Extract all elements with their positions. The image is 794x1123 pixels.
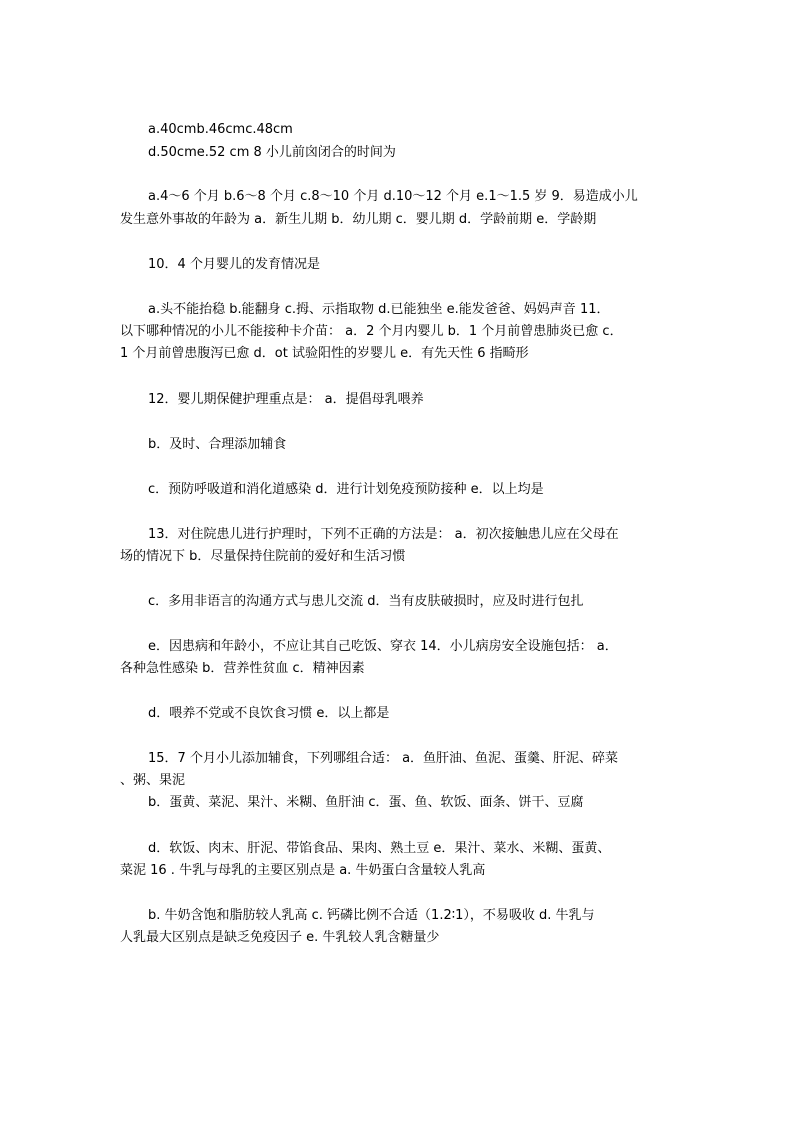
text-line: b. 牛奶含饱和脂肪较人乳高 c. 钙磷比例不合适（1.2∶1），不易吸收 d. 牛乳与 <box>148 908 595 923</box>
text-line: d．软饭、肉末、肝泥、带馅食品、果肉、熟土豆 e．果汁、菜水、米糊、蛋黄、 <box>148 841 611 856</box>
text-line: 1 个月前曾患腹泻已愈 d．ot 试验阳性的岁婴儿 e．有先天性 6 指畸形 <box>120 346 529 361</box>
text-line: 场的情况下 b．尽量保持住院前的爱好和生活习惯 <box>120 549 406 564</box>
text-line: e．因患病和年龄小，不应让其自己吃饭、穿衣 14．小儿病房安全设施包括： a． <box>148 639 618 654</box>
text-line: b．蛋黄、菜泥、果汁、米糊、鱼肝油 c．蛋、鱼、软饭、面条、饼干、豆腐 <box>148 795 584 810</box>
text-line: 15．7 个月小儿添加辅食，下列哪组合适： a．鱼肝油、鱼泥、蛋羹、肝泥、碎菜 <box>148 751 619 766</box>
text-line: a.头不能抬稳 b.能翻身 c.拇、示指取物 d.已能独坐 e.能发爸爸、妈妈声音 11． <box>148 302 610 317</box>
text-line: 发生意外事故的年龄为 a．新生儿期 b．幼儿期 c．婴儿期 d．学龄前期 e．学龄期 <box>120 212 597 227</box>
text-line: d.50cme.52 cm 8 小儿前囟闭合的时间为 <box>148 145 396 160</box>
text-line: c．预防呼吸道和消化道感染 d．进行计划免疫预防接种 e．以上均是 <box>148 482 544 497</box>
text-line: b．及时、合理添加辅食 <box>148 437 287 452</box>
text-line: d．喂养不党或不良饮食习惯 e．以上都是 <box>148 706 390 721</box>
text-line: a.40cmb.46cmc.48cm <box>148 122 293 137</box>
text-line: 、粥、果泥 <box>120 773 186 788</box>
text-line: 10．4 个月婴儿的发育情况是 <box>148 257 320 272</box>
text-line: 12．婴儿期保健护理重点是： a．提倡母乳喂养 <box>148 392 424 407</box>
text-line: 菜泥 16 . 牛乳与母乳的主要区别点是 a. 牛奶蛋白含量较人乳高 <box>120 863 486 878</box>
text-line: a.4～6 个月 b.6～8 个月 c.8～10 个月 d.10～12 个月 e.1～1.5 岁 9．易造成小儿 <box>148 189 638 204</box>
text-line: 以下哪种情况的小儿不能接种卡介苗： a．2 个月内婴儿 b．1 个月前曾患肺炎已愈 c． <box>120 324 623 339</box>
text-line: 13．对住院患儿进行护理时，下列不正确的方法是： a．初次接触患儿应在父母在 <box>148 527 619 542</box>
text-line: 各种急性感染 b．营养性贫血 c．精神因素 <box>120 661 365 676</box>
text-line: 人乳最大区别点是缺乏免疫因子 e. 牛乳较人乳含糖量少 <box>120 930 440 945</box>
text-line: c．多用非语言的沟通方式与患儿交流 d．当有皮肤破损时，应及时进行包扎 <box>148 594 584 609</box>
